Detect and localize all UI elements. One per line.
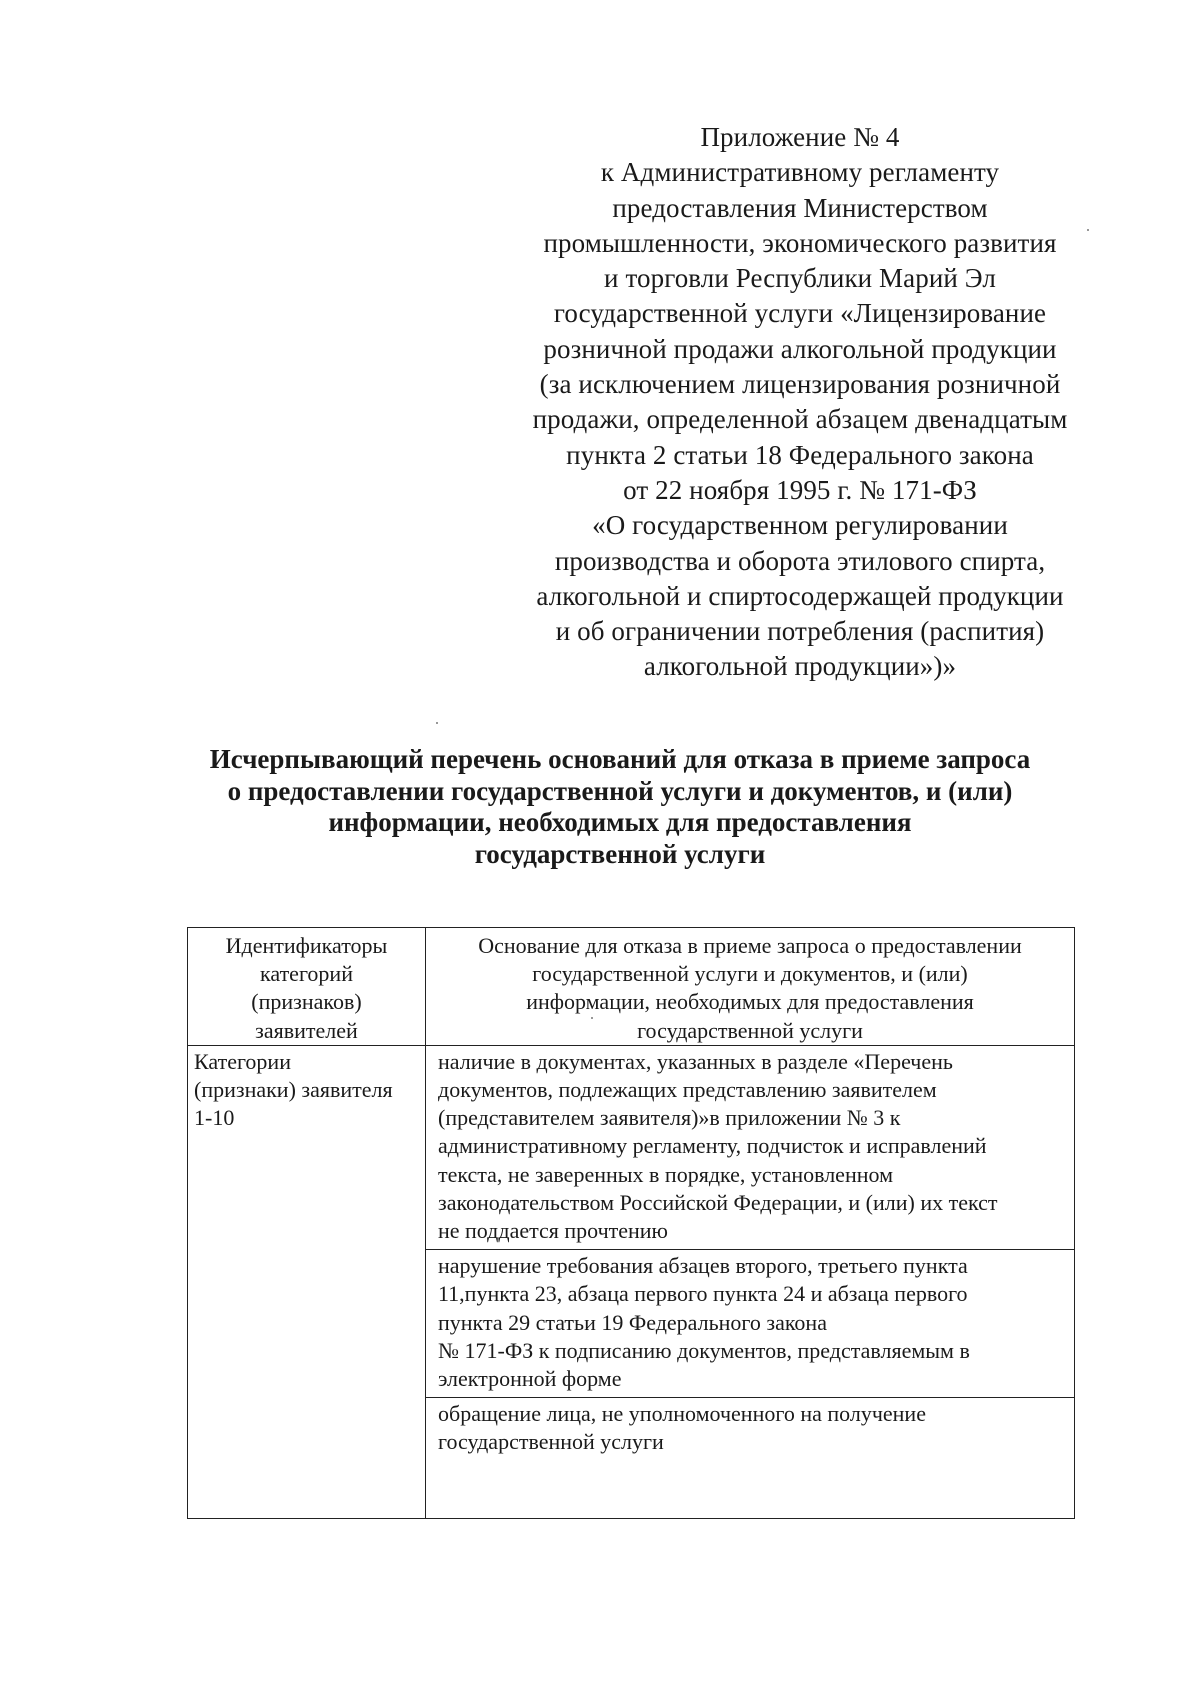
- category-line: (признаки) заявителя: [194, 1077, 393, 1103]
- header-line: заявителей: [255, 1017, 358, 1043]
- appendix-line: от 22 ноября 1995 г. № 171-ФЗ: [623, 474, 977, 505]
- appendix-line: государственной услуги «Лицензирование: [553, 298, 1047, 329]
- appendix-line: и об ограничении потребления (распития): [555, 616, 1045, 647]
- scan-speck: [1087, 229, 1089, 231]
- category-line: Категории: [194, 1048, 291, 1074]
- header-line: Основание для отказа в приеме запроса о предоставлении: [478, 933, 1022, 958]
- header-refusal-grounds: [426, 928, 1075, 1046]
- header-line: информации, необходимых для предоставления: [526, 989, 974, 1015]
- header-line: государственной услуги и документов, и (или): [532, 961, 968, 987]
- reason-line: государственной услуги: [438, 1429, 664, 1455]
- appendix-line: розничной продажи алкогольной продукции: [543, 333, 1057, 364]
- appendix-line: продажи, определенной абзацем двенадцатым: [532, 404, 1068, 435]
- appendix-line: производства и оборота этилового спирта,: [554, 545, 1046, 576]
- reason-line: (представителем заявителя)»в приложении № 3 к: [438, 1105, 901, 1131]
- reason-line: законодательством Российской Федерации, и (или) их текст: [438, 1189, 998, 1215]
- reason-line: нарушение требования абзацев второго, третьего пункта: [438, 1253, 968, 1279]
- header-applicant-categories: [188, 928, 426, 1046]
- appendix-reference-block: [500, 120, 1100, 685]
- reason-line: документов, подлежащих представлению заявителем: [438, 1077, 937, 1103]
- reason-line: наличие в документах, указанных в разделе «Перечень: [438, 1048, 953, 1074]
- header-line: Идентификаторы: [225, 933, 388, 958]
- scan-speck: [591, 1017, 593, 1019]
- title-line: о предоставлении государственной услуги и документов, и (или): [227, 775, 1013, 806]
- reason-line: обращение лица, не уполномоченного на получение: [438, 1401, 926, 1427]
- appendix-line: пункта 2 статьи 18 Федерального закона: [566, 439, 1034, 470]
- reason-line: 11,пункта 23, абзаца первого пункта 24 и абзаца первого: [438, 1281, 968, 1307]
- reason-line: не поддается прочтению: [438, 1218, 668, 1244]
- reason-line: административному регламенту, подчисток и исправлений: [438, 1133, 987, 1159]
- refusal-reason-cell: [426, 1398, 1075, 1519]
- title-line: информации, необходимых для предоставления: [328, 807, 912, 837]
- document-title: [160, 744, 1080, 870]
- refusal-reason-cell: [426, 1045, 1075, 1249]
- table-row: [188, 1045, 1075, 1249]
- table-header-row: [188, 928, 1075, 1046]
- category-line: 1-10: [194, 1105, 235, 1131]
- header-line: (признаков): [251, 989, 362, 1015]
- appendix-line: и торговли Республики Марий Эл: [604, 263, 996, 294]
- applicant-category-cell: [188, 1045, 426, 1518]
- appendix-line: Приложение № 4: [700, 122, 900, 152]
- appendix-line: предоставления Министерством: [612, 192, 988, 223]
- appendix-line: алкогольной продукции»)»: [643, 651, 957, 682]
- refusal-grounds-table: [187, 927, 1075, 1519]
- appendix-line: алкогольной и спиртосодержащей продукции: [536, 580, 1064, 611]
- reason-line: № 171-ФЗ к подписанию документов, представляемым в: [438, 1337, 970, 1363]
- reason-line: электронной форме: [438, 1366, 622, 1392]
- header-line: государственной услуги: [637, 1017, 863, 1043]
- scan-speck: [436, 722, 438, 724]
- reason-line: текста, не заверенных в порядке, установленном: [438, 1161, 893, 1187]
- title-line: государственной услуги: [474, 838, 766, 869]
- appendix-line: (за исключением лицензирования розничной: [539, 369, 1061, 400]
- title-line: Исчерпывающий перечень оснований для отказа в приеме запроса: [209, 744, 1031, 774]
- appendix-line: к Административному регламенту: [600, 157, 1000, 188]
- appendix-line: промышленности, экономического развития: [543, 227, 1057, 258]
- header-line: категорий: [260, 961, 353, 987]
- refusal-reason-cell: [426, 1250, 1075, 1398]
- appendix-line: «О государственном регулировании: [592, 510, 1008, 541]
- reason-line: пункта 29 статьи 19 Федерального закона: [438, 1309, 827, 1335]
